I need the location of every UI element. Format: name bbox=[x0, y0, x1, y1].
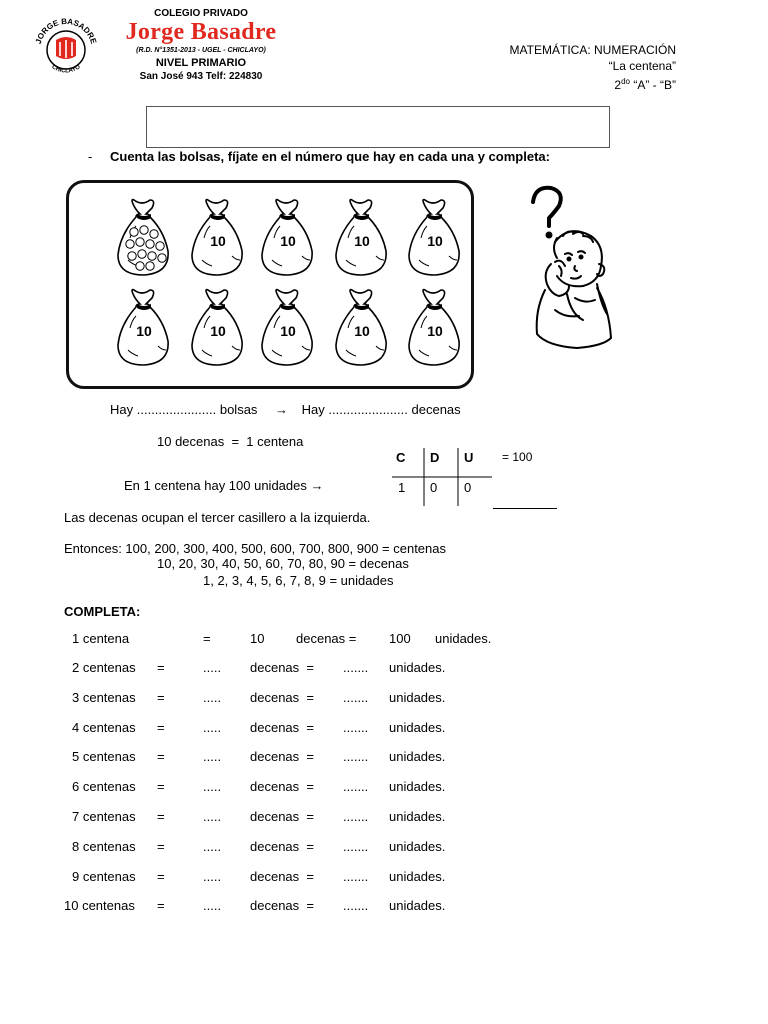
row-unidades-blank[interactable]: ....... bbox=[343, 809, 369, 824]
subject-title: MATEMÁTICA: NUMERACIÓN bbox=[509, 43, 676, 57]
row-centenas: 5 centenas bbox=[72, 749, 136, 765]
row-decenas-label: decenas = bbox=[250, 898, 314, 914]
row-unidades-label: unidades. bbox=[389, 660, 446, 675]
row-decenas-label: decenas = bbox=[250, 868, 314, 884]
row-equals: = bbox=[157, 779, 165, 795]
money-bag bbox=[336, 200, 386, 275]
row-unidades-label: unidades. bbox=[389, 898, 446, 914]
school-logo bbox=[30, 12, 102, 84]
row-unidades-blank[interactable]: ....... bbox=[343, 868, 369, 884]
money-bag bbox=[262, 290, 312, 365]
subject-header bbox=[510, 42, 676, 93]
exercise-row bbox=[0, 839, 768, 857]
row-decenas-label: decenas = bbox=[250, 660, 314, 675]
cdu-header-c: C bbox=[396, 450, 406, 465]
row-unidades-label: unidades. bbox=[389, 689, 446, 705]
explanation-line-3: 10, 20, 30, 40, 50, 60, 70, 80, 90 = decenas bbox=[157, 556, 409, 571]
row-unidades-blank[interactable]: ....... bbox=[343, 898, 369, 914]
school-registration: (R.D. N°1351-2013 - UGEL - CHICLAYO) bbox=[136, 47, 266, 54]
row-centenas: 4 centenas bbox=[72, 719, 136, 735]
cdu-answer-line[interactable] bbox=[493, 508, 557, 509]
row-decenas-blank[interactable]: ..... bbox=[203, 809, 222, 824]
count-hay-1: Hay bbox=[110, 402, 134, 417]
row-unidades-blank[interactable]: ....... bbox=[343, 749, 369, 765]
logo-bottom-text: CHICLAYO bbox=[50, 64, 82, 75]
example-unidades-label: unidades. bbox=[435, 631, 492, 646]
count-bolsas-label: bolsas bbox=[219, 402, 258, 417]
row-equals: = bbox=[157, 689, 165, 705]
coin-icon bbox=[136, 262, 144, 270]
row-equals: = bbox=[157, 719, 165, 735]
exercise-row bbox=[0, 690, 768, 708]
row-unidades-blank[interactable]: ....... bbox=[343, 660, 369, 675]
school-name: Jorge Basadre bbox=[125, 19, 277, 45]
count-blank-decenas[interactable]: ...................... bbox=[328, 402, 408, 417]
coin-icon bbox=[146, 262, 154, 270]
explanation-line-4: 1, 2, 3, 4, 5, 6, 7, 8, 9 = unidades bbox=[203, 573, 394, 588]
example-row bbox=[0, 631, 768, 649]
example-equals: = bbox=[203, 631, 211, 646]
row-decenas-label: decenas = bbox=[250, 689, 314, 705]
row-decenas-blank[interactable]: ..... bbox=[203, 779, 222, 795]
explanation-line-2: Entonces: 100, 200, 300, 400, 500, 600, 700, 800, 900 = centenas bbox=[64, 541, 447, 556]
money-bag-label: 10 bbox=[210, 233, 226, 249]
money-bag bbox=[409, 200, 459, 275]
row-unidades-label: unidades. bbox=[389, 719, 446, 735]
row-decenas-blank[interactable]: ..... bbox=[203, 689, 222, 705]
count-blank-bolsas[interactable]: ...................... bbox=[136, 402, 217, 417]
units-line: En 1 centena hay 100 unidades → bbox=[124, 478, 324, 493]
money-bag-label: 10 bbox=[136, 323, 152, 339]
row-unidades-blank[interactable]: ....... bbox=[343, 779, 369, 795]
money-bag bbox=[118, 200, 168, 275]
row-decenas-label: decenas = bbox=[250, 779, 314, 795]
cdu-value-u: 0 bbox=[464, 480, 472, 495]
row-equals: = bbox=[157, 749, 165, 765]
money-bag-label: 10 bbox=[210, 323, 226, 339]
example-decenas-label: decenas = bbox=[296, 631, 357, 646]
instruction bbox=[88, 149, 550, 164]
school-type: COLEGIO PRIVADO bbox=[154, 8, 248, 19]
row-decenas-label: decenas = bbox=[250, 749, 314, 765]
coin-icon bbox=[158, 254, 166, 262]
cdu-equals: = 100 bbox=[502, 450, 533, 464]
instruction-bullet: - bbox=[88, 149, 93, 164]
row-decenas-blank[interactable]: ..... bbox=[203, 749, 222, 765]
count-line bbox=[110, 402, 461, 417]
cdu-value-c: 1 bbox=[398, 480, 406, 495]
exercise-row bbox=[0, 720, 768, 738]
row-unidades-blank[interactable]: ....... bbox=[343, 719, 369, 735]
row-centenas: 9 centenas bbox=[72, 868, 136, 884]
money-bag-label: 10 bbox=[354, 323, 370, 339]
row-centenas: 6 centenas bbox=[72, 779, 136, 795]
row-decenas-label: decenas = bbox=[250, 809, 314, 824]
row-equals: = bbox=[157, 898, 165, 914]
exercise-row bbox=[0, 809, 768, 827]
cdu-header-u: U bbox=[464, 450, 474, 465]
complete-title: COMPLETA: bbox=[64, 604, 141, 619]
example-unidades-value: 100 bbox=[389, 631, 411, 646]
cdu-content bbox=[392, 448, 494, 508]
row-decenas-label: decenas = bbox=[250, 719, 314, 735]
row-centenas: 3 centenas bbox=[72, 689, 136, 705]
example-centenas: 1 centena bbox=[72, 631, 130, 646]
coin-icon bbox=[136, 238, 144, 246]
explanation-line-1: Las decenas ocupan el tercer casillero a la izquierda. bbox=[64, 510, 371, 525]
coin-icon bbox=[138, 250, 146, 258]
example-decenas-value: 10 bbox=[250, 631, 265, 646]
row-unidades-label: unidades. bbox=[389, 749, 446, 765]
money-bag-label: 10 bbox=[427, 323, 443, 339]
coin-icon bbox=[156, 242, 164, 250]
money-bag bbox=[192, 290, 242, 365]
money-bag-label: 10 bbox=[280, 233, 296, 249]
thinking-boy-illustration bbox=[515, 180, 615, 360]
money-bag-label: 10 bbox=[427, 233, 443, 249]
exercise-row bbox=[0, 660, 768, 678]
row-unidades-label: unidades. bbox=[389, 779, 446, 795]
coin-icon bbox=[130, 228, 138, 236]
school-info bbox=[106, 8, 296, 82]
coin-icon bbox=[128, 252, 136, 260]
instruction-text: Cuenta las bolsas, fíjate en el número que hay en cada una y completa: bbox=[110, 149, 550, 164]
coin-icon bbox=[126, 240, 134, 248]
count-hay-2: Hay bbox=[301, 402, 325, 417]
money-bag bbox=[409, 290, 459, 365]
row-decenas-label: decenas = bbox=[250, 838, 314, 854]
row-equals: = bbox=[157, 868, 165, 884]
row-unidades-blank[interactable]: ....... bbox=[343, 689, 369, 705]
count-decenas-label: decenas bbox=[411, 402, 461, 417]
row-equals: = bbox=[157, 660, 165, 675]
money-bag-label: 10 bbox=[280, 323, 296, 339]
money-bag bbox=[262, 200, 312, 275]
row-centenas: 10 centenas bbox=[64, 898, 135, 914]
name-box[interactable] bbox=[146, 106, 610, 148]
money-bag bbox=[192, 200, 242, 275]
cdu-value-d: 0 bbox=[430, 480, 438, 495]
cdu-header-d: D bbox=[430, 450, 440, 465]
row-unidades-label: unidades. bbox=[389, 838, 446, 854]
topic-title: “La centena” bbox=[608, 59, 676, 73]
row-equals: = bbox=[157, 809, 165, 824]
exercise-row bbox=[0, 869, 768, 887]
money-bag-label: 10 bbox=[354, 233, 370, 249]
row-decenas-blank[interactable]: ..... bbox=[203, 868, 222, 884]
coin-icon bbox=[150, 230, 158, 238]
row-centenas: 7 centenas bbox=[72, 809, 136, 824]
school-level: NIVEL PRIMARIO bbox=[155, 57, 247, 69]
grade-label: $2^{do}$ “A” - “B” bbox=[614, 77, 676, 92]
row-centenas: 8 centenas bbox=[72, 838, 136, 854]
equivalence-line: 10 decenas = 1 centena bbox=[157, 434, 304, 449]
money-bag bbox=[336, 290, 386, 365]
row-decenas-blank[interactable]: ..... bbox=[203, 660, 222, 675]
row-unidades-label: unidades. bbox=[389, 809, 446, 824]
school-address: San José 943 Telf: 224830 bbox=[139, 71, 263, 82]
row-equals: = bbox=[157, 838, 165, 854]
row-unidades-blank[interactable]: ....... bbox=[343, 838, 369, 854]
arrow-icon: → bbox=[275, 402, 289, 417]
exercise-row bbox=[0, 898, 768, 916]
exercise-row bbox=[0, 779, 768, 797]
row-decenas-blank[interactable]: ..... bbox=[203, 719, 222, 735]
row-unidades-label: unidades. bbox=[389, 868, 446, 884]
row-decenas-blank[interactable]: ..... bbox=[203, 838, 222, 854]
money-bag bbox=[118, 290, 168, 365]
row-centenas: 2 centenas bbox=[72, 660, 136, 675]
logo-top-text: JORGE BASADRE bbox=[33, 16, 99, 46]
coin-icon bbox=[140, 226, 148, 234]
coin-icon bbox=[148, 252, 156, 260]
exercise-row bbox=[0, 749, 768, 767]
coin-icon bbox=[146, 240, 154, 248]
bags-illustration bbox=[66, 180, 474, 389]
row-decenas-blank[interactable]: ..... bbox=[203, 898, 222, 914]
